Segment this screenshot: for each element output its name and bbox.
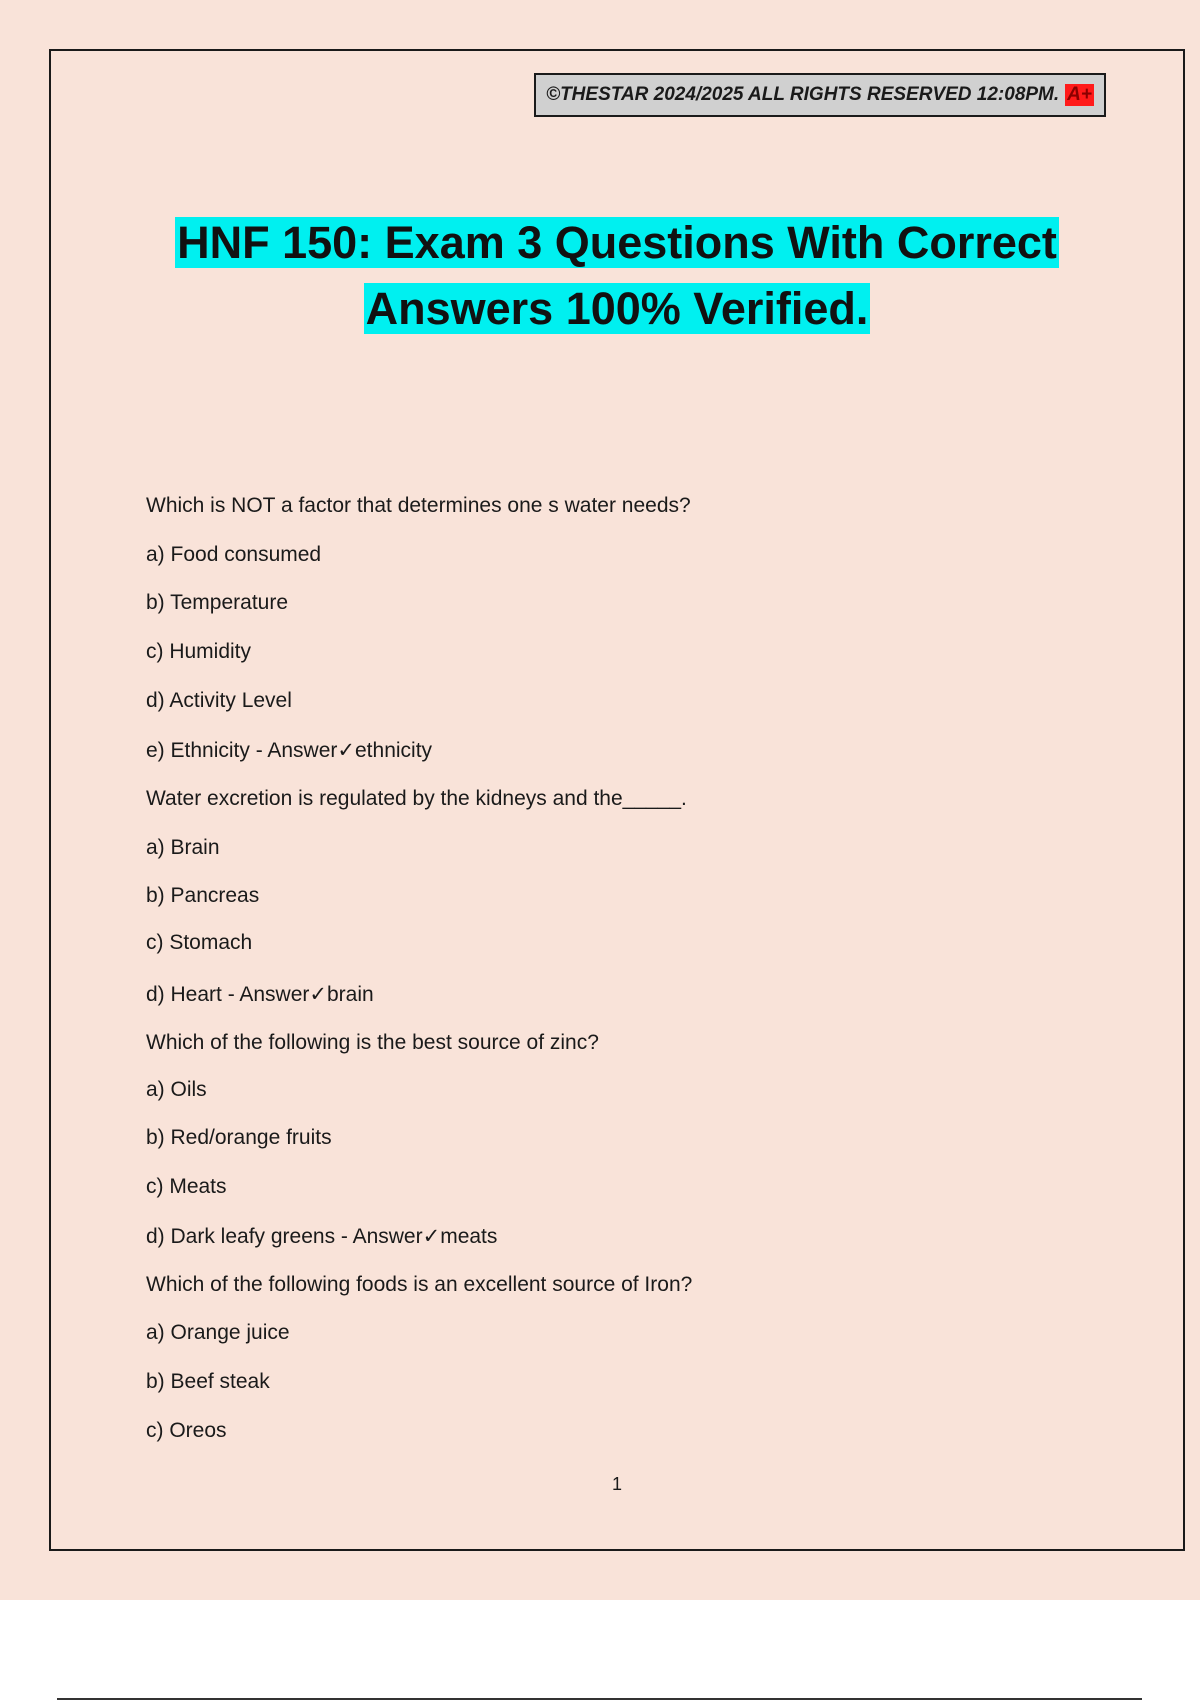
option-line: b) Red/orange fruits [146,1126,332,1149]
option-line: c) Humidity [146,640,252,663]
question-2: Water excretion is regulated by the kidneys and the_____. [146,787,687,810]
option-line: a) Brain [146,836,220,859]
answer-line: d) Heart - Answer✓brain [146,983,374,1006]
option-line: c) Meats [146,1175,227,1198]
answer-line: d) Dark leafy greens - Answer✓meats [146,1225,498,1248]
copyright-text: ©THESTAR 2024/2025 ALL RIGHTS RESERVED 12:08PM. [546,84,1060,105]
answer-line: e) Ethnicity - Answer✓ethnicity [146,739,433,762]
option-line: a) Orange juice [146,1321,290,1344]
page-number: 1 [611,1474,622,1494]
option-line: a) Food consumed [146,543,322,566]
title-line-2: Answers 100% Verified. [365,283,869,334]
grade-badge: A+ [1067,84,1092,105]
option-line: a) Oils [146,1078,207,1101]
option-line: b) Pancreas [146,884,260,907]
document-title [0,210,1200,342]
question-4: Which of the following foods is an excellent source of Iron? [146,1273,693,1296]
option-line: c) Oreos [146,1419,227,1442]
option-line: b) Temperature [146,591,289,614]
copyright-header [534,73,1106,117]
option-line: c) Stomach [146,931,253,954]
option-line: b) Beef steak [146,1370,270,1393]
title-line-1: HNF 150: Exam 3 Questions With Correct [177,217,1057,268]
option-line: d) Activity Level [146,689,292,712]
question-1: Which is NOT a factor that determines one s water needs? [146,494,691,517]
question-3: Which of the following is the best source of zinc? [146,1031,599,1054]
